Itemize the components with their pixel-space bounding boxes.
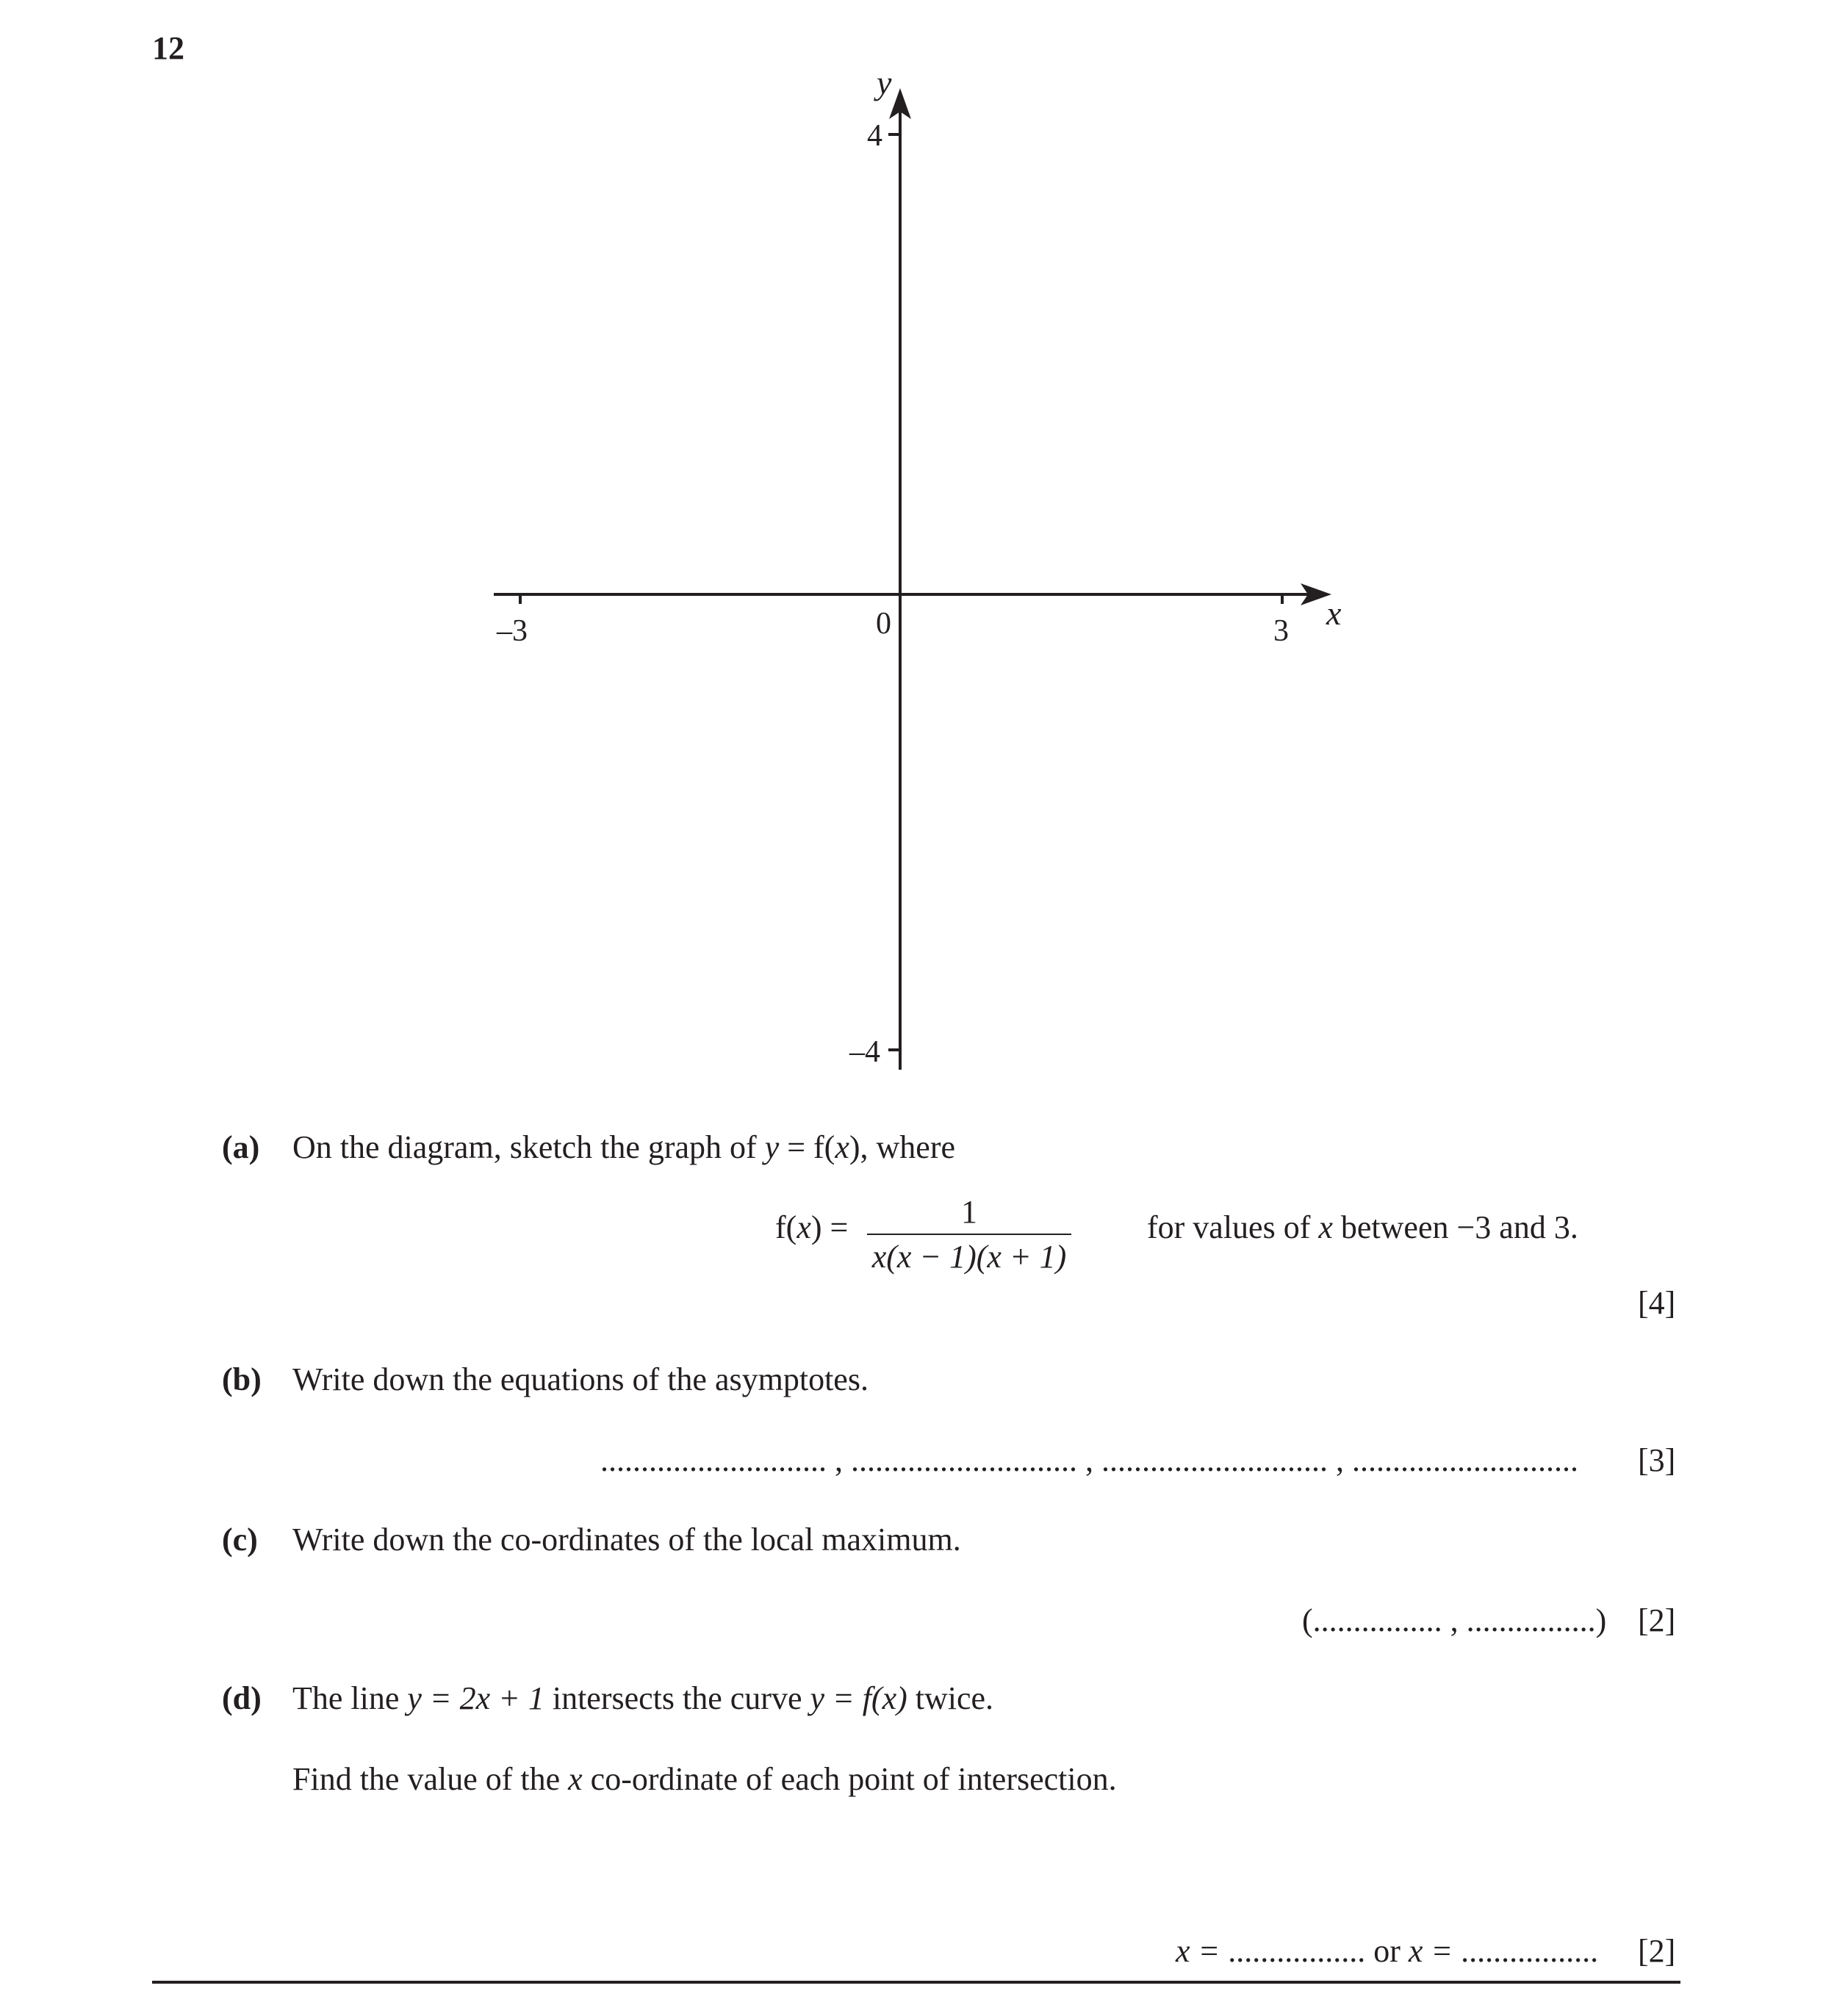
- x-axis-label: x: [1326, 594, 1342, 632]
- x-tick-label-3: 3: [1273, 614, 1289, 648]
- part-c-answer-lines[interactable]: (................ , ................): [1302, 1602, 1607, 1638]
- part-d-marks: [2]: [1638, 1933, 1676, 1969]
- part-c-marks: [2]: [1638, 1602, 1676, 1638]
- part-d-text: The line y = 2x + 1 intersects the curve y = f(x) twice.: [292, 1680, 994, 1716]
- y-tick-label-neg4: –4: [849, 1035, 880, 1069]
- function-lhs: f(x) =: [775, 1209, 849, 1245]
- part-c-label: (c): [222, 1522, 258, 1558]
- part-b-answer-lines[interactable]: ............................ , ............................ , ............................ , ............................: [600, 1442, 1578, 1478]
- part-b-marks: [3]: [1638, 1442, 1676, 1478]
- x-tick-label-0: 0: [876, 607, 891, 641]
- fraction-numerator: 1: [961, 1194, 977, 1230]
- question-number: 12: [152, 30, 184, 66]
- curve-equation: y = f(x): [810, 1680, 907, 1716]
- part-d-answer: [1176, 1932, 1598, 1970]
- part-a-label: (a): [222, 1129, 260, 1165]
- x-tick-label-neg3: –3: [497, 614, 528, 648]
- answer-x1-field[interactable]: .................: [1228, 1933, 1366, 1969]
- y-tick-label-4: 4: [867, 119, 882, 153]
- answer-x2-label: x =: [1408, 1933, 1453, 1969]
- part-d-label: (d): [222, 1680, 262, 1716]
- part-d-find-text: Find the value of the x co-ordinate of each point of intersection.: [292, 1761, 1117, 1797]
- part-b-text: Write down the equations of the asymptotes.: [292, 1361, 869, 1397]
- y-axis-label: y: [877, 64, 892, 101]
- bottom-rule: [152, 1981, 1680, 1984]
- fraction-denominator: x(x − 1)(x + 1): [871, 1239, 1067, 1275]
- fraction-bar: [867, 1234, 1071, 1235]
- part-a-range-text: for values of x between −3 and 3.: [1147, 1209, 1578, 1245]
- answer-x1-label: x =: [1176, 1933, 1220, 1969]
- line-equation: y = 2x + 1: [407, 1680, 544, 1716]
- answer-x2-field[interactable]: .................: [1461, 1933, 1599, 1969]
- function-fraction: [867, 1193, 1071, 1275]
- part-b-label: (b): [222, 1361, 262, 1397]
- part-c-text: Write down the co-ordinates of the local maximum.: [292, 1522, 961, 1558]
- part-a-text: On the diagram, sketch the graph of y = f(x), where: [292, 1129, 956, 1165]
- answer-or: or: [1373, 1933, 1400, 1969]
- part-a-marks: [4]: [1638, 1285, 1676, 1321]
